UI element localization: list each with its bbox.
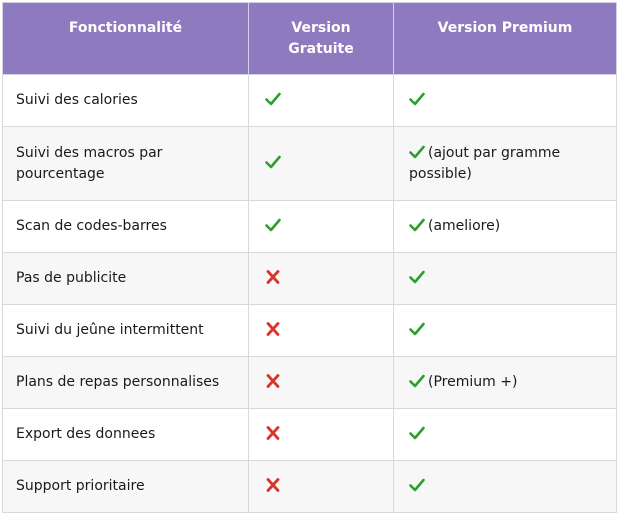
premium-version-cell	[394, 409, 617, 461]
cross-icon	[265, 270, 281, 284]
header-row	[3, 3, 617, 75]
cross-icon	[265, 478, 281, 492]
table-row	[3, 409, 617, 461]
premium-version-cell	[394, 127, 617, 201]
feature-cell: Export des donnees	[3, 409, 249, 461]
feature-cell: Suivi des calories	[3, 75, 249, 127]
check-icon	[409, 145, 425, 159]
check-icon	[265, 92, 281, 106]
feature-cell: Scan de codes-barres	[3, 201, 249, 253]
cross-icon	[265, 426, 281, 440]
table-row	[3, 201, 617, 253]
table-row	[3, 253, 617, 305]
feature-cell: Suivi des macros par pourcentage	[3, 127, 249, 201]
table-row	[3, 75, 617, 127]
comparison-table	[2, 2, 617, 513]
feature-cell: Suivi du jeûne intermittent	[3, 305, 249, 357]
check-icon	[265, 218, 281, 232]
free-version-cell	[249, 461, 394, 513]
premium-version-cell	[394, 357, 617, 409]
header-free-version: Version Gratuite	[249, 3, 394, 75]
check-icon	[409, 92, 425, 106]
cross-icon	[265, 374, 281, 388]
premium-note: (ameliore)	[428, 218, 501, 234]
cross-icon	[265, 322, 281, 336]
check-icon	[409, 322, 425, 336]
premium-version-cell	[394, 305, 617, 357]
table-row	[3, 357, 617, 409]
table-row	[3, 461, 617, 513]
header-premium-version: Version Premium	[394, 3, 617, 75]
check-icon	[265, 155, 281, 169]
premium-note: (ajout par gramme possible)	[409, 144, 561, 182]
check-icon	[409, 270, 425, 284]
premium-version-cell	[394, 253, 617, 305]
header-feature: Fonctionnalité	[3, 3, 249, 75]
premium-version-cell	[394, 461, 617, 513]
feature-cell: Support prioritaire	[3, 461, 249, 513]
feature-cell: Pas de publicite	[3, 253, 249, 305]
check-icon	[409, 374, 425, 388]
table-row	[3, 127, 617, 201]
check-icon	[409, 218, 425, 232]
free-version-cell	[249, 253, 394, 305]
free-version-cell	[249, 305, 394, 357]
free-version-cell	[249, 75, 394, 127]
premium-version-cell	[394, 75, 617, 127]
free-version-cell	[249, 201, 394, 253]
table-row	[3, 305, 617, 357]
check-icon	[409, 478, 425, 492]
premium-version-cell	[394, 201, 617, 253]
premium-note: (Premium +)	[428, 374, 518, 390]
free-version-cell	[249, 409, 394, 461]
free-version-cell	[249, 357, 394, 409]
check-icon	[409, 426, 425, 440]
feature-cell: Plans de repas personnalises	[3, 357, 249, 409]
free-version-cell	[249, 127, 394, 201]
